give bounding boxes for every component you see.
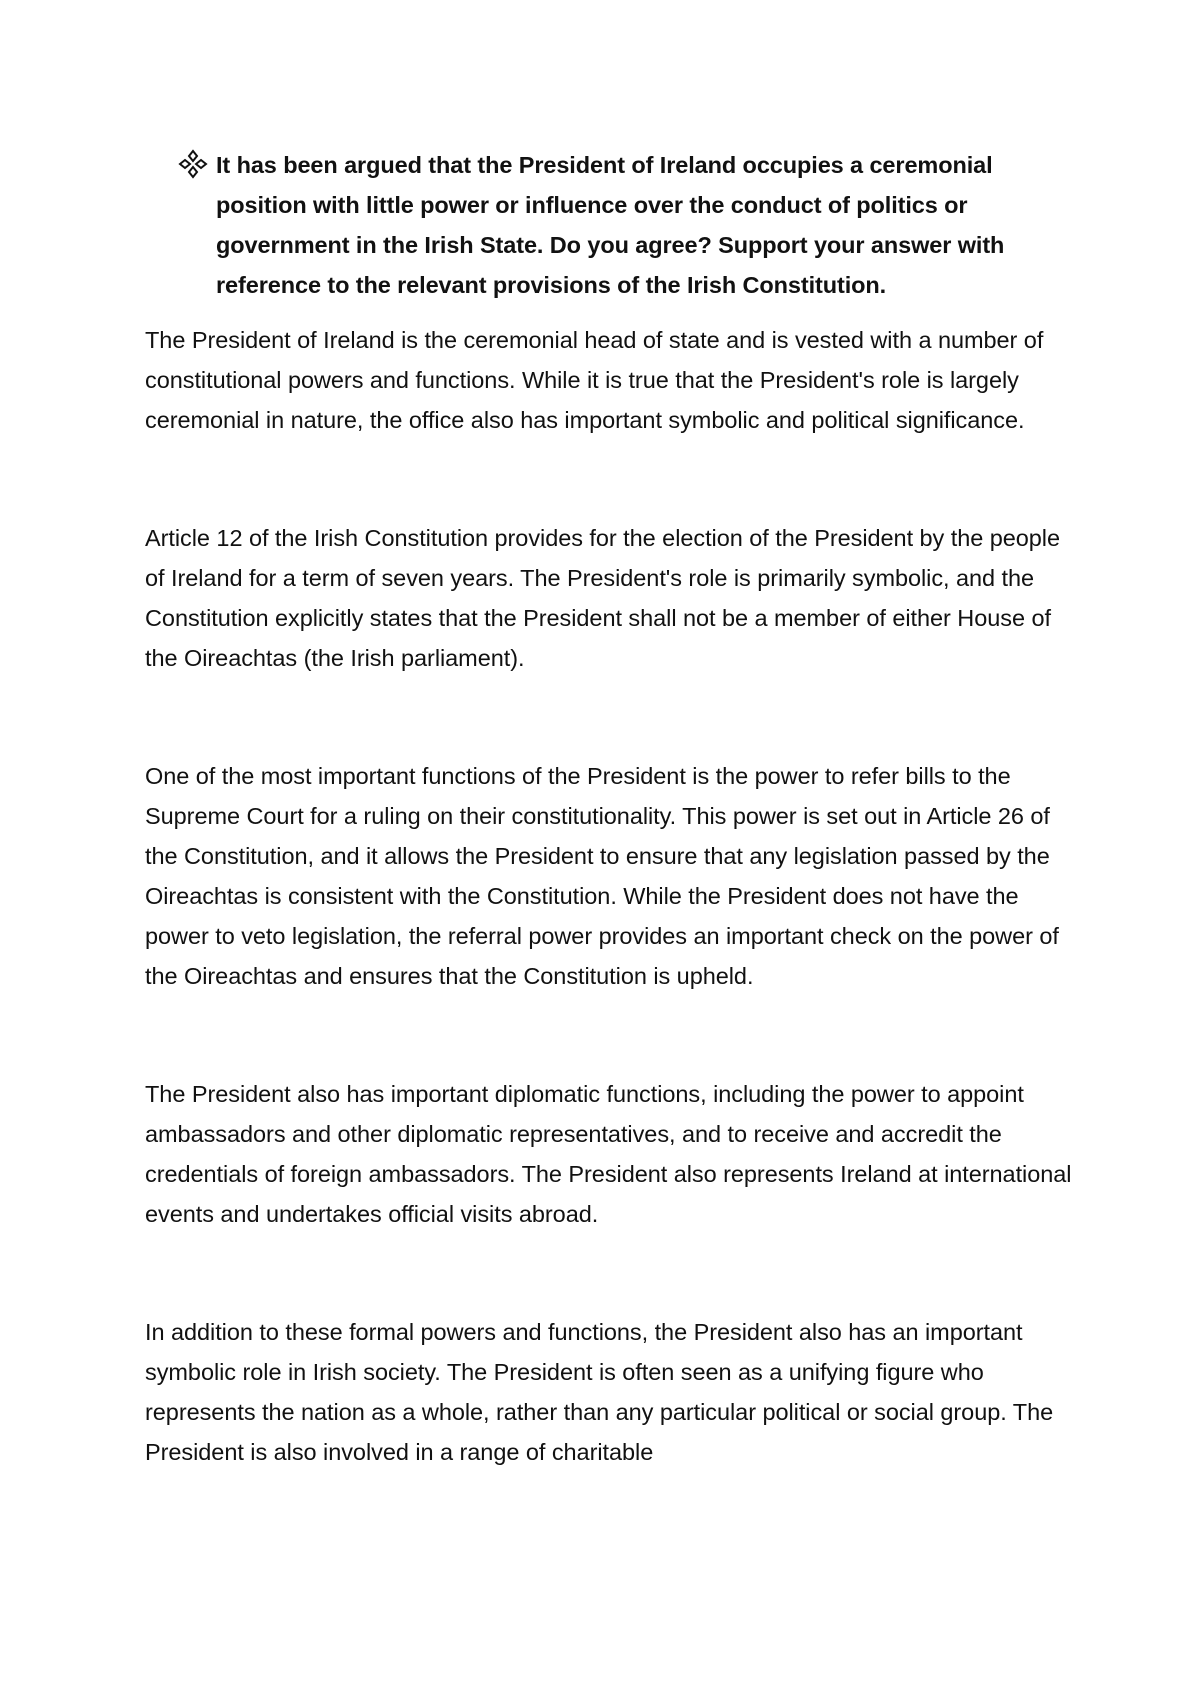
question-text: It has been argued that the President of Ireland occupies a ceremonial position with little power or influence over the conduct of politics or government in the Irish State. Do you agree? Support your answer with reference to the relevant provisions of the Irish Constitution. <box>216 152 1005 298</box>
essay-question <box>178 145 1078 305</box>
diamond-bullet-icon <box>178 149 208 179</box>
paragraph-intro: The President of Ireland is the ceremonial head of state and is vested with a number of constitutional powers and functions. While it is true that the President's role is largely ceremonial in nature, the office also has important symbolic and political significance. <box>145 327 1044 433</box>
paragraph-diplomatic: The President also has important diplomatic functions, including the power to appoint ambassadors and other diplomatic representatives, and to receive and accredit the credentials of foreign ambassadors. The President also represents Ireland at international events and undertakes official visits abroad. <box>145 1081 1072 1227</box>
paragraph-article-12: Article 12 of the Irish Constitution provides for the election of the President by the people of Ireland for a term of seven years. The President's role is primarily symbolic, and the Constitution explicitly states that the President shall not be a member of either House of the Oireachtas (the Irish parliament). <box>145 525 1060 671</box>
paragraph-article-26: One of the most important functions of the President is the power to refer bills to the Supreme Court for a ruling on their constitutionality. This power is set out in Article 26 of the Constitution, and it allows the President to ensure that any legislation passed by the Oireachtas is consistent with the Constitution. While the President does not have the power to veto legislation, the referral power provides an important check on the power of the Oireachtas and ensures that the Constitution is upheld. <box>145 763 1059 989</box>
paragraph-symbolic-role: In addition to these formal powers and functions, the President also has an important symbolic role in Irish society. The President is often seen as a unifying figure who represents the nation as a whole, rather than any particular political or social group. The President is also involved in a range of charitable <box>145 1319 1054 1465</box>
essay-body <box>145 320 1085 1550</box>
